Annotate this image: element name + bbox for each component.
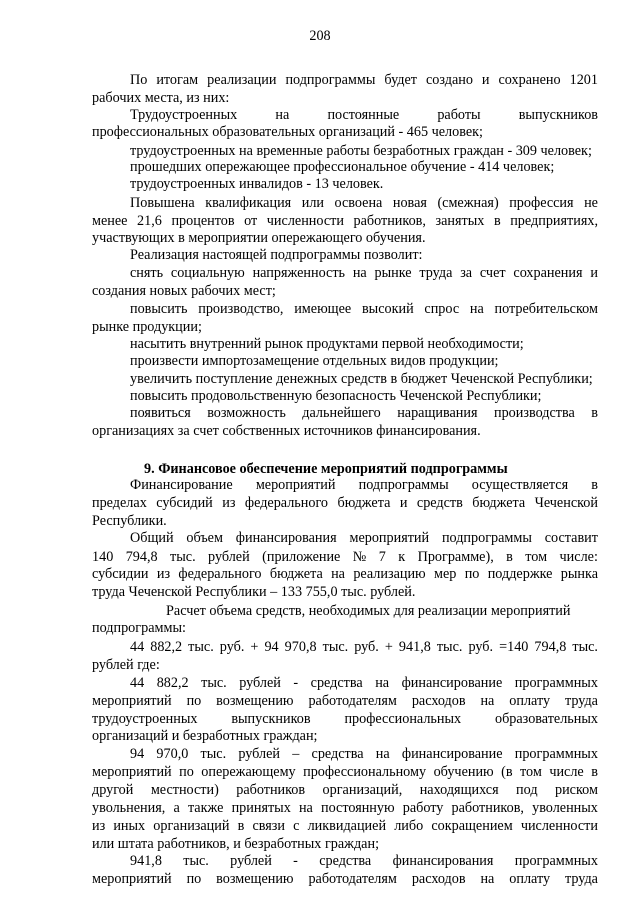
text-line: субсидии из федерального бюджета на реализацию мер по поддержке рынка bbox=[92, 566, 598, 582]
text-line: Трудоустроенных на постоянные работы выпускников bbox=[130, 107, 598, 123]
text-line: рабочих места, из них: bbox=[92, 90, 230, 106]
text-line: появиться возможность дальнейшего наращивания производства в bbox=[130, 405, 598, 421]
text-line: снять социальную напряженность на рынке труда за счет сохранения и bbox=[130, 265, 598, 281]
text-line: пределах субсидий из федерального бюджета и средств бюджета Чеченской bbox=[92, 495, 598, 511]
text-line: менее 21,6 процентов от численности работников, занятых в предприятиях, bbox=[92, 213, 598, 229]
text-line: Республики. bbox=[92, 513, 167, 529]
text-line: Повышена квалификация или освоена новая (смежная) профессия не bbox=[130, 195, 598, 211]
text-line: создания новых рабочих мест; bbox=[92, 283, 276, 299]
text-line: или штата работников, и безработных граждан; bbox=[92, 836, 380, 852]
text-line: произвести импортозамещение отдельных видов продукции; bbox=[130, 353, 499, 369]
text-line: мероприятий по опережающему профессиональному обучению (в том числе в bbox=[92, 764, 598, 780]
text-line: Реализация настоящей подпрограммы позволит: bbox=[130, 247, 423, 263]
text-line: 94 970,0 тыс. рублей – средства на финансирование программных bbox=[130, 746, 598, 762]
text-line: 44 882,2 тыс. рублей - средства на финансирование программных bbox=[130, 675, 598, 691]
text-line: из иных организаций в связи с ликвидацией либо сокращением численности bbox=[92, 818, 598, 834]
text-line: Общий объем финансирования мероприятий подпрограммы составит bbox=[130, 530, 598, 546]
text-line: Расчет объема средств, необходимых для реализации мероприятий bbox=[166, 603, 571, 619]
text-line: рынке продукции; bbox=[92, 319, 202, 335]
text-line: организациях за счет собственных источников финансирования. bbox=[92, 423, 481, 439]
text-line: трудоустроенных выпускников профессиональных образовательных bbox=[92, 711, 598, 727]
text-line: повысить производство, имеющее высокий спрос на потребительском bbox=[130, 301, 598, 317]
section-heading: 9. Финансовое обеспечение мероприятий подпрограммы bbox=[144, 461, 508, 477]
text-line: трудоустроенных на временные работы безработных граждан - 309 человек; bbox=[130, 143, 592, 159]
text-line: участвующих в мероприятии опережающего обучения. bbox=[92, 230, 426, 246]
text-line: повысить продовольственную безопасность Чеченской Республики; bbox=[130, 388, 542, 404]
text-line: прошедших опережающее профессиональное обучение - 414 человек; bbox=[130, 159, 555, 175]
text-line: трудоустроенных инвалидов - 13 человек. bbox=[130, 176, 384, 192]
text-line: мероприятий по возмещению работодателям расходов на оплату труда bbox=[92, 871, 598, 887]
text-line: Финансирование мероприятий подпрограммы осуществляется в bbox=[130, 477, 598, 493]
text-line: организаций и безработных граждан; bbox=[92, 728, 318, 744]
text-line: увеличить поступление денежных средств в бюджет Чеченской Республики; bbox=[130, 371, 593, 387]
text-line: подпрограммы: bbox=[92, 620, 186, 636]
text-line: По итогам реализации подпрограммы будет создано и сохранено 1201 bbox=[130, 72, 598, 88]
text-line: другой местности) работников организаций, находящихся под риском bbox=[92, 782, 598, 798]
text-line: 44 882,2 тыс. руб. + 94 970,8 тыс. руб. + 941,8 тыс. руб. =140 794,8 тыс. bbox=[130, 639, 598, 655]
text-line: увольнения, а также принятых на постоянную работу работников, уволенных bbox=[92, 800, 598, 816]
text-line: 140 794,8 тыс. рублей (приложение № 7 к Программе), в том числе: bbox=[92, 549, 598, 565]
text-line: мероприятий по возмещению работодателям расходов на оплату труда bbox=[92, 693, 598, 709]
text-line: труда Чеченской Республики – 133 755,0 тыс. рублей. bbox=[92, 584, 416, 600]
text-line: насытить внутренний рынок продуктами первой необходимости; bbox=[130, 336, 524, 352]
text-line: 941,8 тыс. рублей - средства финансирования программных bbox=[130, 853, 598, 869]
page-number: 208 bbox=[309, 28, 331, 44]
text-line: рублей где: bbox=[92, 657, 160, 673]
text-line: профессиональных образовательных организаций - 465 человек; bbox=[92, 124, 483, 140]
